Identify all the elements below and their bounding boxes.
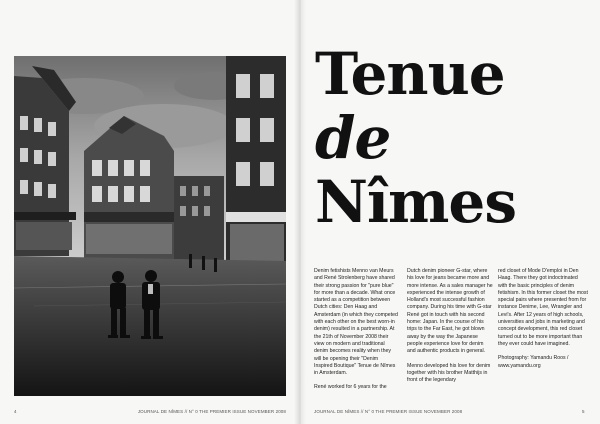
article-title [315, 42, 595, 234]
body-paragraph: René worked for 6 years for the [314, 384, 387, 391]
body-column-2 [407, 268, 493, 391]
body-column-1 [314, 268, 398, 399]
body-paragraph: Denim fetishists Menno van Meurs and René Strolenberg have shared their strong passion for "pure blue" for more than a decade. What once started as a competition between Dutch cities: Den Haag and Amsterdam (in which they competed with each other on the best worn-in denim) resulted in a partnership. At the 21th of November 2008 their view on modern and traditional denim becomes reality when they will be opening their "Denim Inspired Boutique" Tenue de Nîmes in Amsterdam. [314, 268, 398, 377]
running-head-left: JOURNAL DE NÎMES // N° 0 THE PREMIER ISSUE NOVEMBER 2008 [137, 409, 286, 414]
body-paragraph: Dutch denim pioneer G-star, where his love for jeans became more and more intense. As a sales manager he experienced the intense growth of Holland's most successful fashion company. During his time with G-star René got in touch with his second home: Japan. In the course of his trips to the Far East, he got blown away by the way the Japanese people experience love for denim and authentic products in general. [407, 268, 493, 355]
street-photograph [14, 56, 286, 396]
photo-credit [498, 355, 588, 370]
running-head-right: JOURNAL DE NÎMES // N° 0 THE PREMIER ISSUE NOVEMBER 2008 [314, 409, 463, 414]
title-line-3: Nîmes [315, 168, 516, 236]
page-number-right: 5 [582, 409, 585, 414]
photo-illustration [14, 56, 286, 396]
body-paragraph: red closet of Mode D'emploi in Den Haag. There they got indoctrinated with the basic principles of denim fetishism. In this former closet the most special pairs where presented from for instance Denime, Lee, Wrangler and Levi's. After 12 years of high schools, universities and jobs in marketing and concept development, this red closet turned out to be more important than they ever could have imagined. [498, 268, 588, 347]
page-gutter [294, 0, 306, 424]
title-line-1: Tenue [315, 40, 505, 108]
title-line-2: de [315, 104, 391, 172]
page-number-left: 4 [14, 409, 17, 414]
body-paragraph: Menno developed his love for denim together with his brother Matthijs in front of the legendary [407, 362, 491, 384]
body-column-3 [498, 268, 588, 377]
photo-credit-url: www.yamandu.org [498, 362, 541, 369]
photo-credit-line: Photography: Yamandu Roos / [498, 355, 569, 362]
